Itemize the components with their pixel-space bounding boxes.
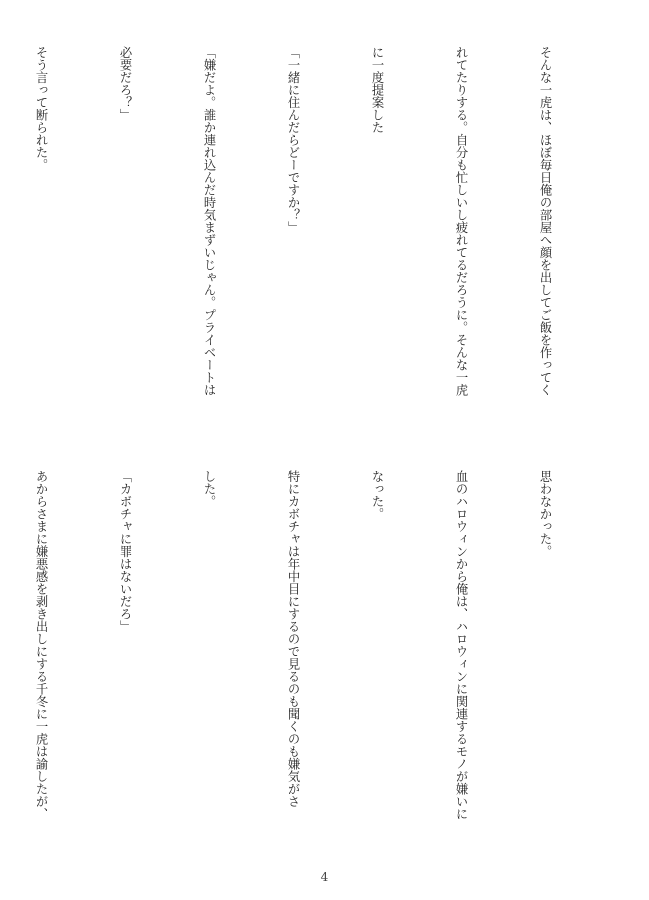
text-line: 「一緒に住んだらどーですか？」	[286, 46, 300, 234]
text-line: 思わなかった。	[538, 470, 552, 558]
text-line: あからさまに嫌悪感を剥き出しにする千冬に一虎は諭したが、	[34, 470, 48, 820]
lower-text-block	[0, 470, 615, 866]
text-line: なった。	[370, 470, 384, 520]
page-number: 4	[320, 870, 329, 884]
text-line: 血のハロウィンから俺は、ハロウィンに関連するモノが嫌いに	[454, 470, 468, 820]
text-line: そんな一虎は、ほぼ毎日俺の部屋へ顔を出してご飯を作ってく	[538, 46, 552, 396]
text-line: そう言って断られた。	[34, 46, 48, 171]
upper-text-block	[0, 46, 615, 442]
text-line: に一度提案した	[370, 46, 384, 134]
text-line: 「カボチャに罪はないだろ」	[118, 470, 132, 633]
text-line: れてたりする。自分も忙しいし疲れてるだろうに。そんな一虎	[454, 46, 468, 396]
text-line: した。	[202, 470, 216, 508]
text-line: 必要だろ？」	[118, 46, 132, 121]
text-line: 「嫌だよ。誰か連れ込んだ時気まずいじゃん。プライベートは	[202, 46, 216, 396]
text-line: 特にカボチャは年中目にするので見るのも聞くのも嫌気がさ	[286, 470, 300, 808]
